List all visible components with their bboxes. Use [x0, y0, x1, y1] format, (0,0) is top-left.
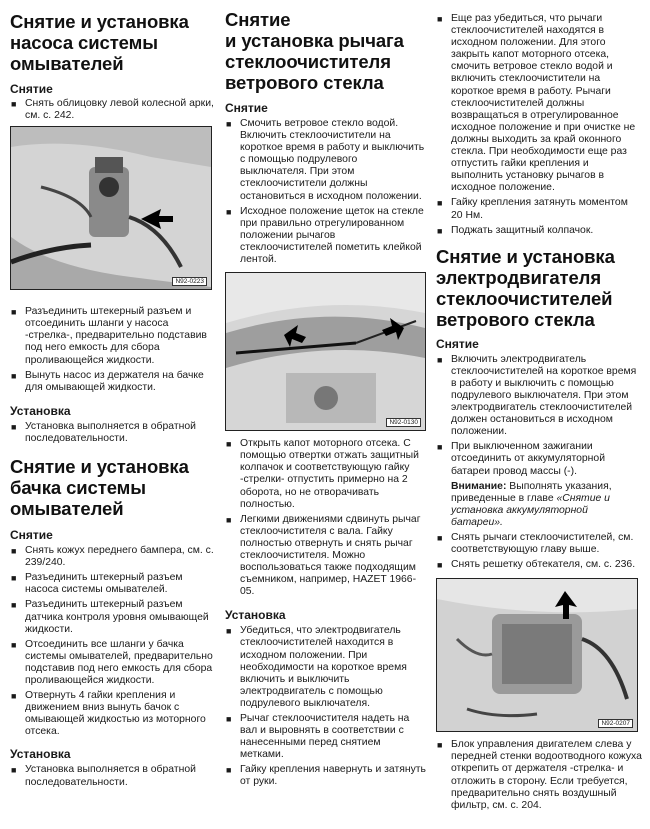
list-item: ■ Рычаг стеклоочистителя надеть на вал и выровнять в соответствии с нанесенными перед снятием метками. — [225, 713, 426, 761]
list-item: ■ Убедиться, что электродвигатель стеклоочистителей находится в исходном положении. При необходимости на короткое время включить и выключить электродвигатель с помощью подрулевого выключателя. — [225, 625, 426, 710]
figure-drawing — [437, 579, 637, 731]
warning-note — [436, 481, 642, 529]
figure-wiper-motor — [436, 578, 638, 732]
list-item: ■ Исходное положение щеток на стекле при правильно отрегулированном положении рычагов стеклоочистителей пометить клейкой лентой. — [225, 206, 426, 266]
step-list — [225, 625, 426, 788]
title-line: насоса системы — [10, 32, 158, 53]
step-list — [436, 13, 642, 237]
list-item: ■ Установка выполняется в обратной последовательности. — [10, 421, 214, 445]
list-item: ■ Включить электродвигатель стеклоочистителей на короткое время в работу и выключить с помощью подрулевого выключателя. При этом электродвигатель стеклоочистителей должен остановиться в исходном положении. — [436, 354, 642, 439]
figure-drawing — [226, 273, 425, 430]
subheading-installation: Установка — [225, 608, 286, 623]
title-line: бачка системы — [10, 477, 146, 499]
figure-washer-pump — [10, 126, 212, 290]
title-line: и установка рычага — [225, 30, 404, 51]
step-list — [10, 98, 214, 122]
step-list — [225, 438, 426, 598]
step-list — [10, 306, 214, 394]
step-list — [225, 118, 426, 266]
list-item: ■ Разъединить штекерный разъем насоса системы омывателей. — [10, 572, 214, 596]
section-title-washer-pump — [10, 11, 214, 74]
subheading-removal: Снятие — [436, 336, 479, 351]
list-item: ■ Разъединить штекерный разъем и отсоединить шланги у насоса -стрелка-, предварительно подставив под него емкость для сбора проливающейся жидкости. — [10, 306, 214, 366]
list-item: ■ Гайку крепления навернуть и затянуть от руки. — [225, 764, 426, 788]
list-item: ■ Смочить ветровое стекло водой. Включить стеклоочистители на короткое время в работу и выключить с помощью подрулевого выключателя. При этом стеклоочистители должны остановиться в исходном положении. — [225, 118, 426, 203]
list-item: ■ Вынуть насос из держателя на бачке для омывающей жидкости. — [10, 370, 214, 394]
section-title-washer-tank — [10, 456, 214, 519]
subheading-installation: Установка — [10, 403, 71, 418]
title-line: Снятие и установка — [10, 456, 189, 478]
list-item: ■ Открыть капот моторного отсека. С помощью отвертки отжать защитный колпачок и соответствующую гайку -стрелки- отпустить примерно на 2 оборота, но не отворачивать полностью. — [225, 438, 426, 511]
title-line: Снятие и установка — [10, 11, 189, 32]
column-left — [10, 0, 214, 792]
step-list — [10, 764, 214, 788]
title-line: электродвигателя — [436, 266, 602, 288]
step-list — [436, 739, 642, 812]
subheading-removal: Снятие — [10, 528, 53, 543]
subheading-removal: Снятие — [10, 82, 53, 96]
step-list — [436, 532, 642, 571]
title-line: омывателей — [10, 53, 124, 74]
subheading-removal: Снятие — [225, 101, 268, 115]
column-right — [436, 0, 642, 815]
figure-id-label: N92-0223 — [172, 277, 207, 286]
list-item: ■ Отвернуть 4 гайки крепления и движением вниз вынуть бачок с омывающей жидкостью из моторного отсека. — [10, 690, 214, 738]
list-item: ■ Поджать защитный колпачок. — [436, 225, 642, 237]
warning-label: Внимание: — [451, 480, 507, 492]
list-item: ■ Снять рычаги стеклоочистителей, см. соответствующую главу выше. — [436, 532, 642, 556]
list-item: ■ Снять облицовку левой колесной арки, см. с. 242. — [10, 98, 214, 122]
list-item: ■ Снять решетку обтекателя, см. с. 236. — [436, 559, 642, 571]
figure-id-label: N92-0207 — [598, 719, 633, 728]
list-item: ■ Блок управления двигателем слева у передней стенки водоотводного кожуха открепить от держателя -стрелка- и отложить в сторону. Если требуется, предварительно снять воздушный фильтр, см. с. 204. — [436, 739, 642, 812]
step-list — [10, 545, 214, 738]
list-item: ■ Разъединить штекерный разъем датчика контроля уровня омывающей жидкости. — [10, 599, 214, 635]
figure-drawing — [11, 127, 211, 289]
warning-reference: «Снятие и установка аккумуляторной батареи». — [451, 492, 610, 528]
section-title-wiper-motor — [436, 246, 642, 330]
list-item: ■ Легкими движениями сдвинуть рычаг стеклоочистителя с вала. Гайку полностью отвернуть и снять рычаг стеклоочистителя. Можно воспользоваться также подходящим съемником, например, HAZET 1966-05. — [225, 514, 426, 599]
subheading-installation: Установка — [10, 747, 71, 762]
title-line: Снятие и установка — [436, 245, 615, 267]
list-item: ■ Снять кожух переднего бампера, см. с. 239/240. — [10, 545, 214, 569]
list-item: ■ Еще раз убедиться, что рычаги стеклоочистителей находятся в исходном положении. Для этого закрыть капот моторного отсека, смочить ветровое стекло водой и включить стеклоочистители на короткое время в работу. Рычаги стеклоочистителей должны возвращаться в отрегулированное исходное положение и при очистке не должны выходить за край оконного стекла. При необходимости еще раз отпустить гайки крепления и выполнить установку рычагов в исходное положение. — [436, 13, 642, 194]
list-item: ■ Гайку крепления затянуть моментом 20 Нм. — [436, 197, 642, 221]
title-line: Снятие — [225, 9, 291, 30]
column-middle — [225, 0, 426, 792]
title-line: стеклоочистителей — [436, 287, 613, 309]
list-item: ■ Отсоединить все шланги у бачка системы омывателей, предварительно подставив под него емкость для сбора проливающейся жидкости. — [10, 639, 214, 687]
step-list — [10, 421, 214, 445]
list-item: ■ При выключенном зажигании отсоединить от аккумуляторной батареи провод массы (-). — [436, 441, 642, 477]
step-list — [436, 354, 642, 478]
title-line: ветрового стекла — [225, 72, 384, 93]
title-line: омывателей — [10, 498, 124, 520]
title-line: ветрового стекла — [436, 308, 595, 330]
warning-text: Выполнять указания, приведенные в главе — [451, 480, 612, 504]
list-item: ■ Установка выполняется в обратной последовательности. — [10, 764, 214, 788]
figure-id-label: N92-0130 — [386, 418, 421, 427]
section-title-wiper-arm — [225, 9, 426, 93]
figure-wiper-arm — [225, 272, 426, 431]
title-line: стеклоочистителя — [225, 51, 391, 72]
